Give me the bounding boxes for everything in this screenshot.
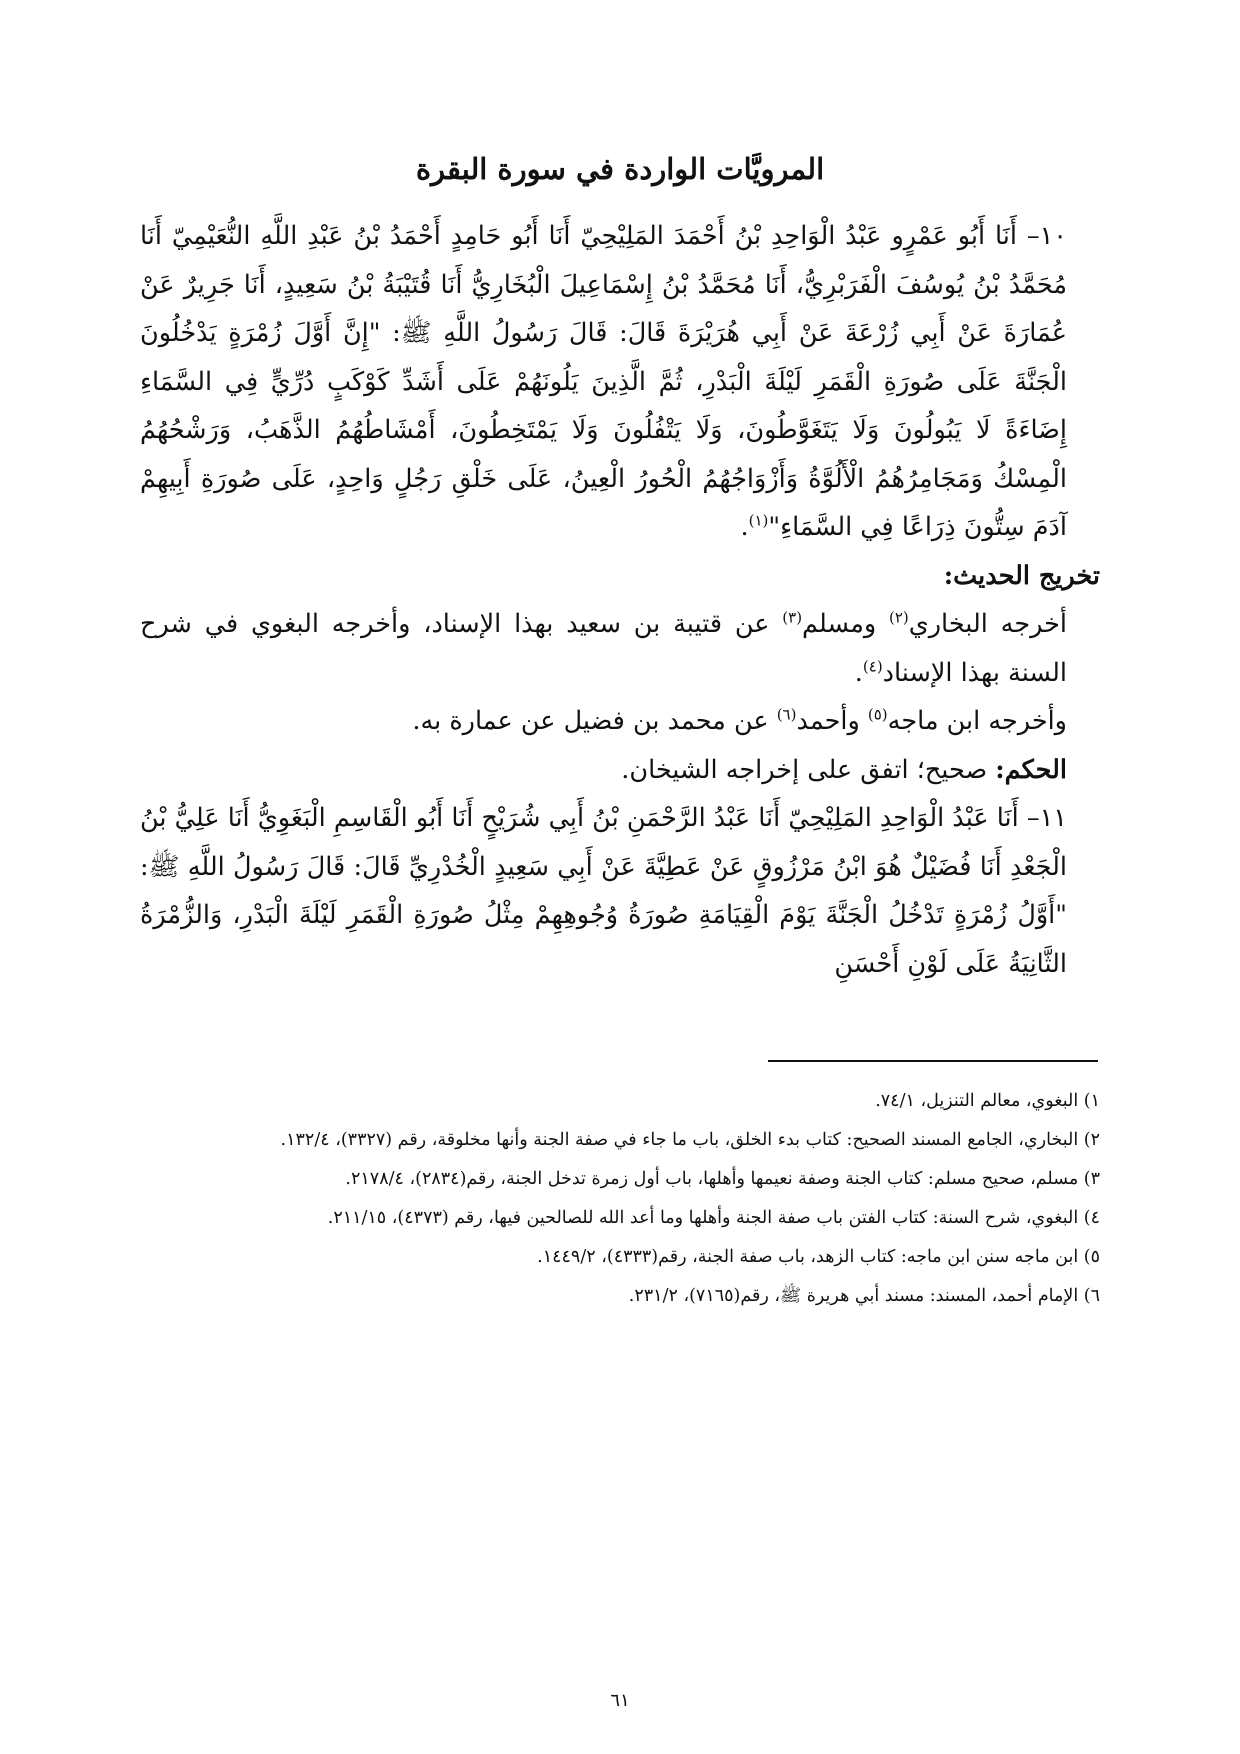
footnote-6: ٦) الإمام أحمد، المسند: مسند أبي هريرة ﷺ، رقم(٧١٦٥)، ٢٣١/٢.	[628, 1286, 1100, 1306]
footnote-ref[interactable]: (٥)	[867, 705, 888, 724]
page-number: ٦١	[610, 1690, 630, 1711]
footnote-5: ٥) ابن ماجه سنن ابن ماجه: كتاب الزهد، باب صفة الجنة، رقم(٤٣٣٣)، ١٤٤٩/٢.	[537, 1247, 1100, 1267]
page-title: المرويَّات الواردة في سورة البقرة	[415, 152, 825, 186]
takhrij-text: .	[854, 657, 863, 688]
footnote-ref[interactable]: (٤)	[862, 657, 883, 675]
hadith-10	[140, 212, 1100, 552]
takhrij-text: وأخرجه ابن ماجه	[887, 706, 1067, 736]
hadith-number: ١٠–	[1026, 221, 1067, 251]
takhrij-text: عن قتيبة بن سعيد بهذا الإسناد، وأخرجه البغوي في شرح السنة بهذا الإسناد	[140, 609, 1067, 688]
hadith-text: أَنَا عَبْدُ الْوَاحِدِ المَلِيْحِيّ أَنَا عَبْدُ الرَّحْمَنِ بْنُ أَبِي شُرَيْحٍ أَنَا أَبُو الْقَاسِمِ الْبَغَوِيُّ أَنَا عَلِيُّ بْنُ الْجَعْدِ أَنَا فُضَيْلٌ هُوَ ابْنُ مَرْزُوقٍ عَنْ عَطِيَّةَ عَنْ أَبِي سَعِيدٍ الْخُدْرِيِّ قَالَ: قَالَ رَسُولُ اللَّهِ ﷺ: "أَوَّلُ زُمْرَةٍ تَدْخُلُ الْجَنَّةَ يَوْمَ الْقِيَامَةِ صُورَةُ وُجُوهِهِمْ مِثْلُ صُورَةِ الْقَمَرِ لَيْلَةَ الْبَدْرِ، وَالزُّمْرَةُ الثَّانِيَةُ عَلَى لَوْنِ أَحْسَنِ	[140, 803, 1067, 979]
takhrij-text: ومسلم	[802, 609, 889, 639]
hadith-text: أَنَا أَبُو عَمْرٍو عَبْدُ الْوَاحِدِ بْنُ أَحْمَدَ المَلِيْحِيّ أَنَا أَبُو حَامِدٍ أَحْمَدُ بْنُ عَبْدِ اللَّهِ النُّعَيْمِيّ أَنَا مُحَمَّدُ بْنُ يُوسُفَ الْفَرَبْرِيُّ، أَنَا مُحَمَّدُ بْنُ إِسْمَاعِيلَ الْبُخَارِيُّ أَنَا قُتَيْبَةُ بْنُ سَعِيدٍ، أَنَا جَرِيرٌ عَنْ عُمَارَةَ عَنْ أَبِي زُرْعَةَ عَنْ أَبِي هُرَيْرَةَ قَالَ: قَالَ رَسُولُ اللَّهِ ﷺ: "إِنَّ أَوَّلَ زُمْرَةٍ يَدْخُلُونَ الْجَنَّةَ عَلَى صُورَةِ الْقَمَرِ لَيْلَةَ الْبَدْرِ، ثُمَّ الَّذِينَ يَلُونَهُمْ عَلَى أَشَدِّ كَوْكَبٍ دُرِّيٍّ فِي السَّمَاءِ إِضَاءَةً لَا يَبُولُونَ وَلَا يَتَغَوَّطُونَ، وَلَا يَتْفُلُونَ وَلَا يَمْتَخِطُونَ، أَمْشَاطُهُمُ الذَّهَبُ، وَرَشْحُهُمُ الْمِسْكُ وَمَجَامِرُهُمُ الْأَلُوَّةُ وَأَزْوَاجُهُمُ الْحُورُ الْعِينُ، عَلَى خَلْقِ رَجُلٍ وَاحِدٍ، عَلَى صُورَةِ أَبِيهِمْ آدَمَ سِتُّونَ ذِرَاعًا فِي السَّمَاءِ"	[140, 221, 1067, 542]
footnote-ref[interactable]: (٦)	[776, 705, 797, 724]
footnote-separator	[768, 1060, 1098, 1062]
hadith-end: .	[740, 512, 749, 542]
footnote-ref[interactable]: (٣)	[782, 608, 803, 627]
takhrij-paragraph-2	[140, 697, 1100, 746]
takhrij-heading: تخريج الحديث:	[943, 560, 1100, 591]
takhrij-text: عن محمد بن فضيل عن عمارة به.	[412, 706, 777, 736]
footnote-1: ١) البغوي، معالم التنزيل، ٧٤/١.	[875, 1091, 1100, 1111]
hadith-11	[140, 794, 1100, 988]
takhrij-text: أخرجه البخاري	[908, 609, 1067, 639]
footnote-ref[interactable]: (٢)	[889, 608, 909, 627]
hukm-paragraph	[140, 746, 1100, 795]
main-text	[140, 212, 1100, 988]
hukm-text: صحيح؛ اتفق على إخراجه الشيخان.	[621, 754, 996, 785]
takhrij-paragraph-1	[140, 600, 1100, 697]
footnotes	[140, 1082, 1100, 1316]
footnote-ref[interactable]: (١)	[748, 511, 769, 530]
footnote-2: ٢) البخاري، الجامع المسند الصحيح: كتاب بدء الخلق، باب ما جاء في صفة الجنة وأنها مخلوقة، رقم (٣٣٢٧)، ١٣٢/٤.	[280, 1130, 1100, 1150]
footnote-3: ٣) مسلم، صحيح مسلم: كتاب الجنة وصفة نعيمها وأهلها، باب أول زمرة تدخل الجنة، رقم(٢٨٣٤)، ٢١٧٨/٤.	[345, 1169, 1100, 1189]
hukm-label: الحكم:	[995, 754, 1067, 785]
hadith-number: ١١–	[1026, 803, 1067, 833]
takhrij-text: وأحمد	[796, 706, 868, 736]
footnote-4: ٤) البغوي، شرح السنة: كتاب الفتن باب صفة الجنة وأهلها وما أعد الله للصالحين فيها، رقم (٤٣٧٣)، ٢١١/١٥.	[327, 1208, 1100, 1228]
